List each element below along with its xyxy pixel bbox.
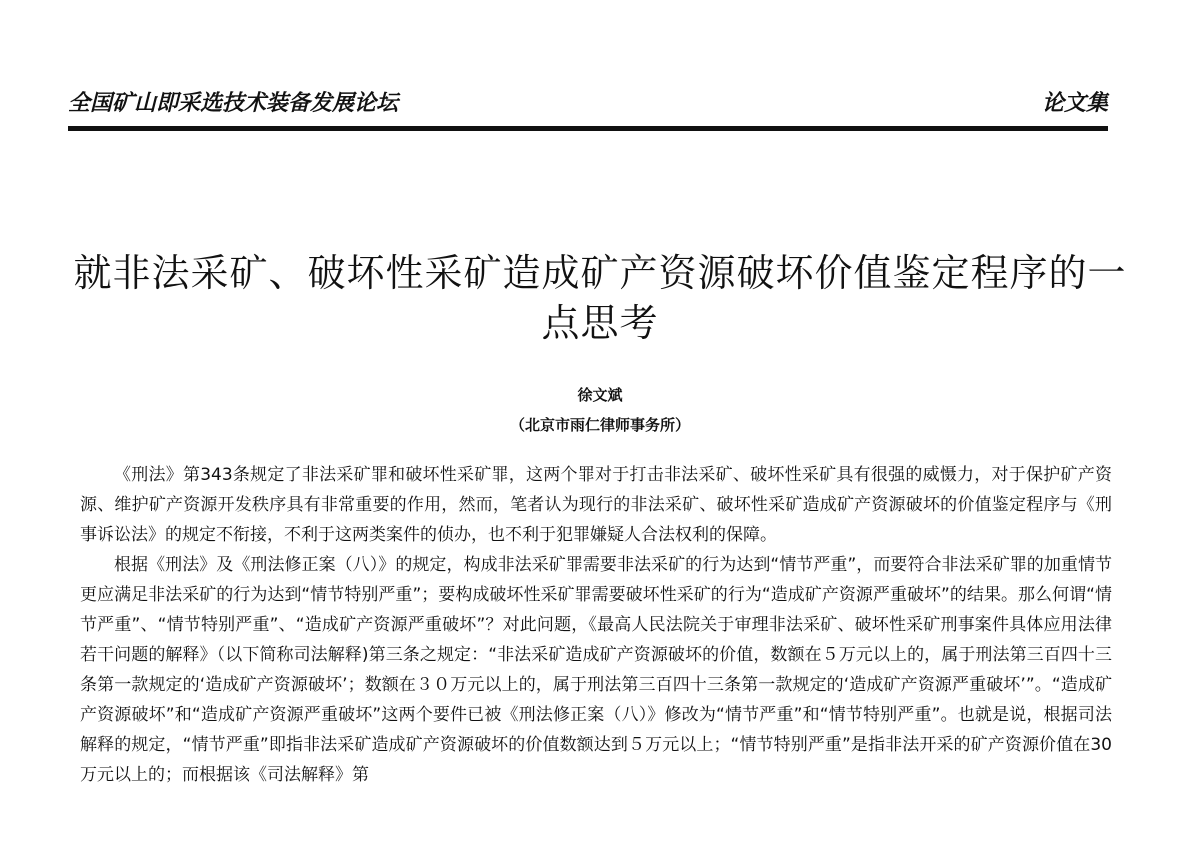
paper-body <box>80 460 1112 790</box>
paper-title: 就非法采矿、破坏性采矿造成矿产资源破坏价值鉴定程序的一点思考 <box>73 251 1127 345</box>
author-name: 徐文斌 <box>577 386 623 404</box>
body-paragraph-1: 《刑法》第343条规定了非法采矿罪和破坏性采矿罪，这两个罪对于打击非法采矿、破坏性采矿具有很强的威慑力，对于保护矿产资源、维护矿产资源开发秩序具有非常重要的作用，然而，笔者认为现行的非法采矿、破坏性采矿造成矿产资源破坏的价值鉴定程序与《刑事诉讼法》的规定不衔接，不利于这两类案件的侦办，也不利于犯罪嫌疑人合法权利的保障。 <box>80 465 1112 545</box>
header-rule <box>68 126 1108 131</box>
header-proceedings-label: 论文集 <box>1041 91 1108 116</box>
author-affiliation: （北京市雨仁律师事务所） <box>509 416 690 434</box>
body-paragraph-2: 根据《刑法》及《刑法修正案（八）》的规定，构成非法采矿罪需要非法采矿的行为达到“情节严重”，而要符合非法采矿罪的加重情节更应满足非法采矿的行为达到“情节特别严重”；要构成破坏性采矿罪需要破坏性采矿的行为“造成矿产资源严重破坏”的结果。那么何谓“情节严重”、“情节特别严重”、“造成矿产资源严重破坏”？对此问题，《最高人民法院关于审理非法采矿、破坏性采矿刑事案件具体应用法律若干问题的解释》（以下简称司法解释)第三条之规定：“非法采矿造成矿产资源破坏的价值，数额在５万元以上的，属于刑法第三百四十三条第一款规定的‘造成矿产资源破坏’；数额在３０万元以上的，属于刑法第三百四十三条第一款规定的‘造成矿产资源严重破坏’”。“造成矿产资源破坏”和“造成矿产资源严重破坏”这两个要件已被《刑法修正案（八）》修改为“情节严重”和“情节特别严重”。也就是说，根据司法解释的规定，“情节严重”即指非法采矿造成矿产资源破坏的价值数额达到５万元以上；“情节特别严重”是指非法开采的矿产资源价值在30万元以上的；而根据该《司法解释》第 <box>80 555 1112 785</box>
running-header <box>68 86 1108 122</box>
header-conference-name: 全国矿山即采选技术装备发展论坛 <box>68 91 399 116</box>
